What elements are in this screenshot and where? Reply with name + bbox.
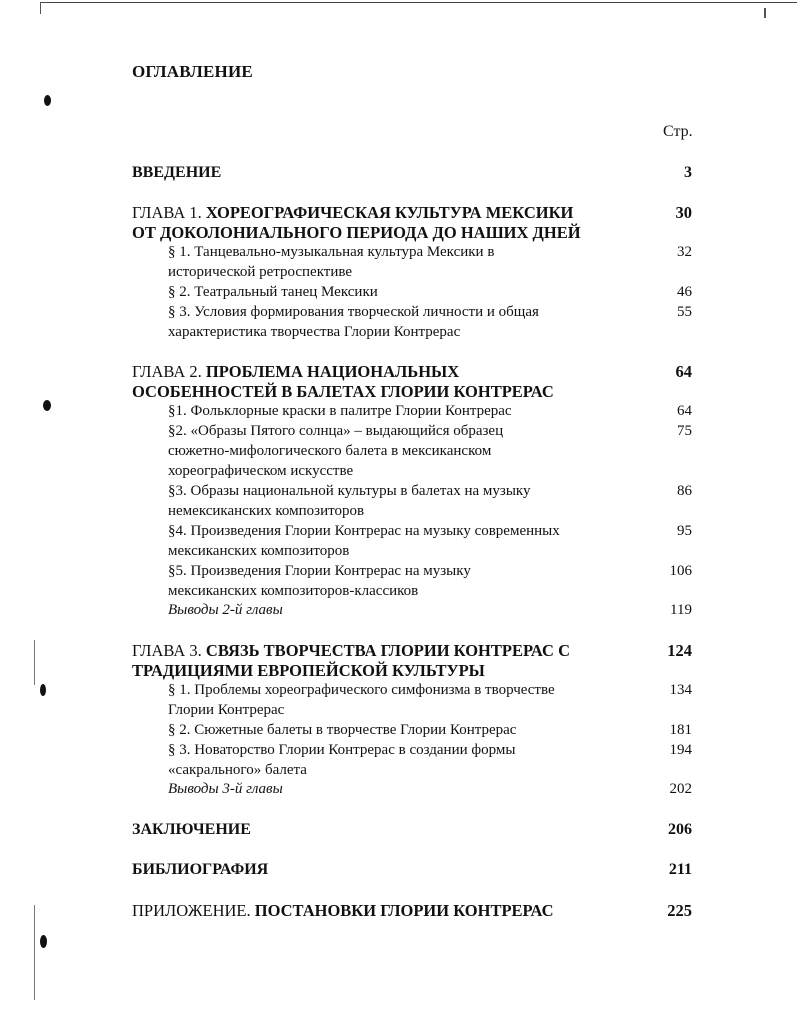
chapter-prefix: ГЛАВА 2. <box>132 362 202 381</box>
section-line: § 2. Сюжетные балеты в творчестве Глории Контрерас <box>168 722 517 738</box>
toc-entry-page: 181 <box>669 722 692 738</box>
binding-hole-mark <box>43 400 51 411</box>
scan-edge-line <box>34 640 35 685</box>
section-line: § 1. Проблемы хореографического симфонизма в творчестве <box>168 682 555 698</box>
toc-entry-page: 211 <box>668 861 692 878</box>
toc-title: ОГЛАВЛЕНИЕ <box>132 62 253 81</box>
section-line: Выводы 3-й главы <box>168 781 283 797</box>
toc-chapter-3 <box>132 641 692 681</box>
section-line: §4. Произведения Глории Контрерас на музыку современных <box>168 523 560 539</box>
binding-hole-mark <box>40 935 47 948</box>
toc-chapter-1 <box>132 203 692 243</box>
scan-mark-right <box>764 8 766 18</box>
chapter-title-line: ОТ ДОКОЛОНИАЛЬНОГО ПЕРИОДА ДО НАШИХ ДНЕЙ <box>132 223 581 242</box>
toc-entry-page: 64 <box>675 362 692 381</box>
toc-chapter-2 <box>132 362 692 402</box>
section-line: немексиканских композиторов <box>168 502 365 519</box>
toc-entry-page: 106 <box>669 563 692 579</box>
section-line: §5. Произведения Глории Контрерас на музыку <box>168 563 471 579</box>
chapter-title-line: ОСОБЕННОСТЕЙ В БАЛЕТАХ ГЛОРИИ КОНТРЕРАС <box>132 382 554 401</box>
toc-entry-label: ЗАКЛЮЧЕНИЕ <box>132 821 251 838</box>
toc-entry-page: 30 <box>675 203 692 222</box>
toc-entry-page: 75 <box>677 423 692 439</box>
binding-hole-mark <box>40 684 46 696</box>
toc-entry-label: ПОСТАНОВКИ ГЛОРИИ КОНТРЕРАС <box>254 901 554 920</box>
chapter-title-line: ХОРЕОГРАФИЧЕСКАЯ КУЛЬТУРА МЕКСИКИ <box>205 203 574 222</box>
section-line: § 3. Условия формирования творческой личности и общая <box>168 304 539 320</box>
toc-entry-page: 55 <box>677 304 692 320</box>
toc-entry-page: 119 <box>670 602 692 618</box>
section-line: § 2. Театральный танец Мексики <box>168 284 378 300</box>
appendix-prefix: ПРИЛОЖЕНИЕ. <box>132 901 251 920</box>
section-line: сюжетно-мифологического балета в мексиканском <box>168 442 492 459</box>
section-line: характеристика творчества Глории Контрерас <box>168 323 461 340</box>
toc-entry-page: 206 <box>668 821 692 838</box>
section-line: §1. Фольклорные краски в палитре Глории Контрерас <box>168 403 512 419</box>
binding-hole-mark <box>44 95 51 106</box>
scan-border-left <box>40 2 41 14</box>
toc-entry-page: 86 <box>677 483 692 499</box>
chapter-title-line: ПРОБЛЕМА НАЦИОНАЛЬНЫХ <box>205 362 460 381</box>
toc-entry-page: 64 <box>677 403 692 419</box>
page-column-label: Стр. <box>663 123 693 140</box>
chapter-title-line: ТРАДИЦИЯМИ ЕВРОПЕЙСКОЙ КУЛЬТУРЫ <box>132 661 485 680</box>
toc-entry-page: 32 <box>677 244 692 260</box>
toc-entry-page: 3 <box>684 164 692 181</box>
section-line: § 1. Танцевально-музыкальная культура Мексики в <box>168 244 495 260</box>
section-line: Выводы 2-й главы <box>168 602 283 618</box>
toc-entry-page: 46 <box>677 284 692 300</box>
scan-edge-line <box>34 905 35 1000</box>
section-line: исторической ретроспективе <box>168 263 353 280</box>
chapter-prefix: ГЛАВА 1. <box>132 203 202 222</box>
scan-border-top <box>40 2 797 3</box>
section-line: хореографическом искусстве <box>168 462 354 479</box>
toc-entry-bibliography <box>132 860 692 880</box>
toc-entry-label: БИБЛИОГРАФИЯ <box>132 861 269 878</box>
section-line: § 3. Новаторство Глории Контрерас в создании формы <box>168 742 516 758</box>
toc-entry-page: 134 <box>669 682 692 698</box>
toc-entry-label: ВВЕДЕНИЕ <box>132 164 222 181</box>
section-line: «сакрального» балета <box>168 761 307 778</box>
section-line: мексиканских композиторов <box>168 542 350 559</box>
toc-entry-appendix <box>132 901 692 921</box>
toc-entry-introduction <box>132 163 692 183</box>
section-line: §3. Образы национальной культуры в балетах на музыку <box>168 483 531 499</box>
toc-entry-page: 95 <box>677 523 692 539</box>
toc-entry-conclusion <box>132 820 692 840</box>
section-line: §2. «Образы Пятого солнца» – выдающийся образец <box>168 423 504 439</box>
toc-entry-page: 225 <box>667 901 692 920</box>
chapter-title-line: СВЯЗЬ ТВОРЧЕСТВА ГЛОРИИ КОНТРЕРАС С <box>205 641 570 660</box>
toc-entry-page: 202 <box>669 781 692 797</box>
toc-entry-page: 124 <box>667 641 692 660</box>
section-line: мексиканских композиторов-классиков <box>168 582 419 599</box>
chapter-prefix: ГЛАВА 3. <box>132 641 202 660</box>
toc-entry-page: 194 <box>669 742 692 758</box>
section-line: Глории Контрерас <box>168 701 285 718</box>
